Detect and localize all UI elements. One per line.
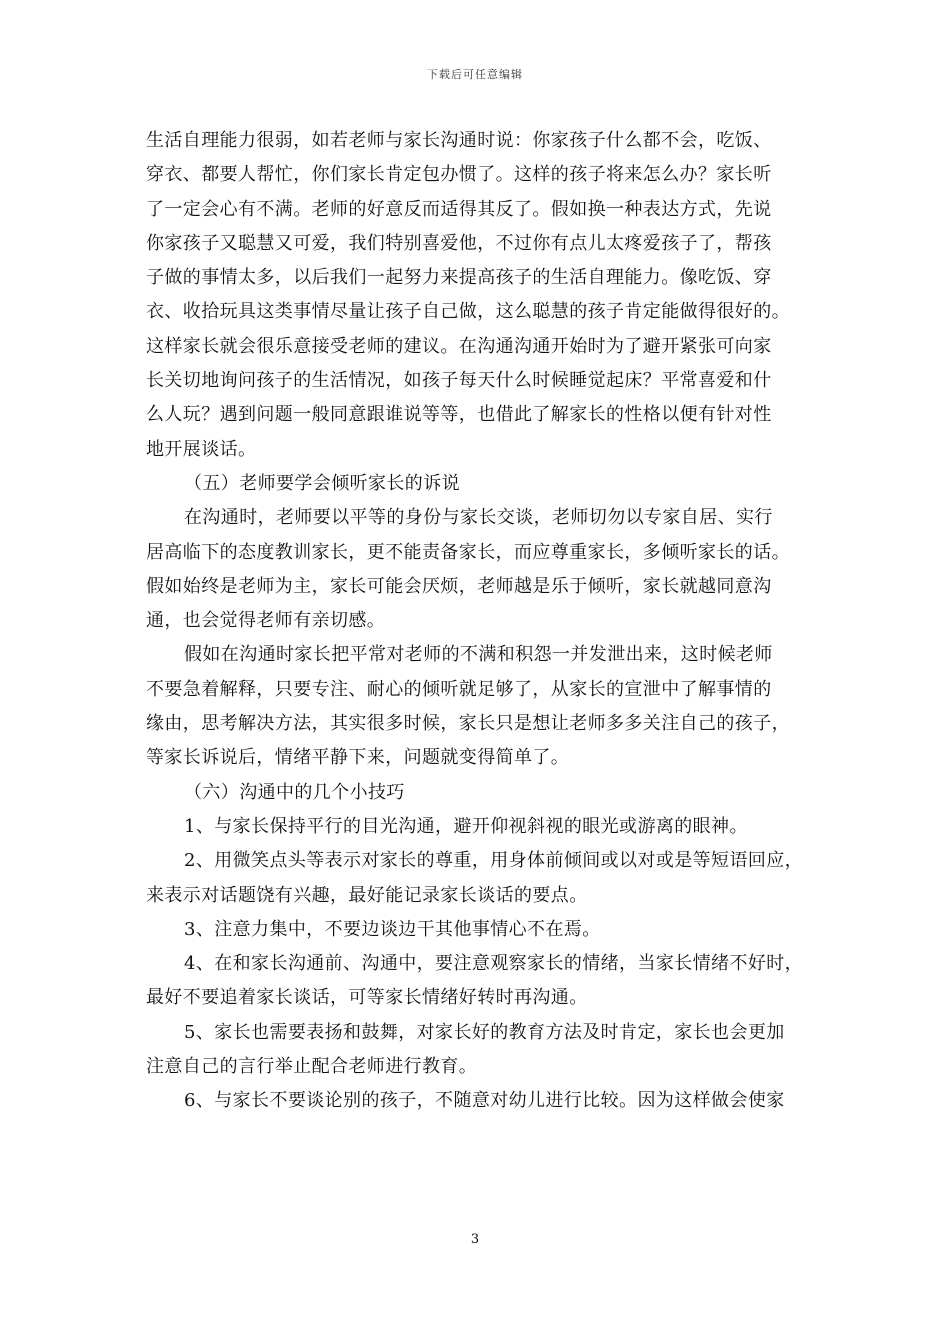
text-line: 你家孩子又聪慧又可爱，我们特别喜爱他，不过你有点儿太疼爱孩子了，帮孩 <box>146 232 772 254</box>
text-line: 居高临下的态度教训家长，更不能责备家长，而应尊重家长，多倾听家长的话。 <box>146 541 790 563</box>
text-line: （六）沟通中的几个小技巧 <box>184 781 405 803</box>
document-body <box>146 124 806 1119</box>
text-line: 6、与家长不要谈论别的孩子，不随意对幼儿进行比较。因为这样做会使家 <box>184 1090 785 1112</box>
text-line: 3、注意力集中，不要边谈边干其他事情心不在焉。 <box>184 918 601 940</box>
text-line: 5、家长也需要表扬和鼓舞，对家长好的教育方法及时肯定，家长也会更加 <box>184 1021 785 1043</box>
text-line: 穿衣、都要人帮忙，你们家长肯定包办惯了。这样的孩子将来怎么办？家长听 <box>146 164 772 186</box>
text-line: 注意自己的言行举止配合老师进行教育。 <box>146 1056 478 1078</box>
text-line: 生活自理能力很弱，如若老师与家长沟通时说：你家孩子什么都不会，吃饭、 <box>146 130 772 151</box>
text-line: 来表示对话题饶有兴趣，最好能记录家长谈话的要点。 <box>146 884 588 906</box>
text-line: 等家长诉说后，情绪平静下来，问题就变得简单了。 <box>146 747 570 769</box>
text-line: 在沟通时，老师要以平等的身份与家长交谈，老师切勿以专家自居、实行 <box>184 507 773 529</box>
text-line: 了一定会心有不满。老师的好意反而适得其反了。假如换一种表达方式，先说 <box>146 198 772 220</box>
text-line: 缘由，思考解决方法，其实很多时候，家长只是想让老师多多关注自己的孩子， <box>146 713 790 735</box>
text-line: 4、在和家长沟通前、沟通中，要注意观察家长的情绪，当家长情绪不好时， <box>184 953 804 975</box>
text-line: 假如始终是老师为主，家长可能会厌烦，老师越是乐于倾听，家长就越同意沟 <box>146 575 772 597</box>
text-line: 2、用微笑点头等表示对家长的尊重，用身体前倾间或以对或是等短语回应， <box>184 850 804 872</box>
text-line: 地开展谈话。 <box>146 438 257 460</box>
text-line: 通，也会觉得老师有亲切感。 <box>146 610 386 632</box>
text-line: 1、与家长保持平行的目光沟通，避开仰视斜视的眼光或游离的眼神。 <box>184 815 748 837</box>
page-header: 下载后可任意编辑 <box>427 68 523 81</box>
text-line: 长关切地询问孩子的生活情况，如孩子每天什么时候睡觉起床？平常喜爱和什 <box>146 370 772 392</box>
text-line: 假如在沟通时家长把平常对老师的不满和积怨一并发泄出来，这时候老师 <box>184 644 773 666</box>
text-line: 最好不要追着家长谈话，可等家长情绪好转时再沟通。 <box>146 987 588 1009</box>
text-line: 不要急着解释，只要专注、耐心的倾听就足够了，从家长的宣泄中了解事情的 <box>146 678 772 700</box>
text-line: （五）老师要学会倾听家长的诉说 <box>184 472 460 494</box>
text-line: 子做的事情太多，以后我们一起努力来提高孩子的生活自理能力。像吃饭、穿 <box>146 267 772 289</box>
page-number: 3 <box>470 1232 480 1247</box>
text-line: 衣、收拾玩具这类事情尽量让孩子自己做，这么聪慧的孩子肯定能做得很好的。 <box>146 301 790 323</box>
text-line: 这样家长就会很乐意接受老师的建议。在沟通沟通开始时为了避开紧张可向家 <box>146 335 772 357</box>
text-line: 么人玩？遇到问题一般同意跟谁说等等，也借此了解家长的性格以便有针对性 <box>146 404 772 426</box>
